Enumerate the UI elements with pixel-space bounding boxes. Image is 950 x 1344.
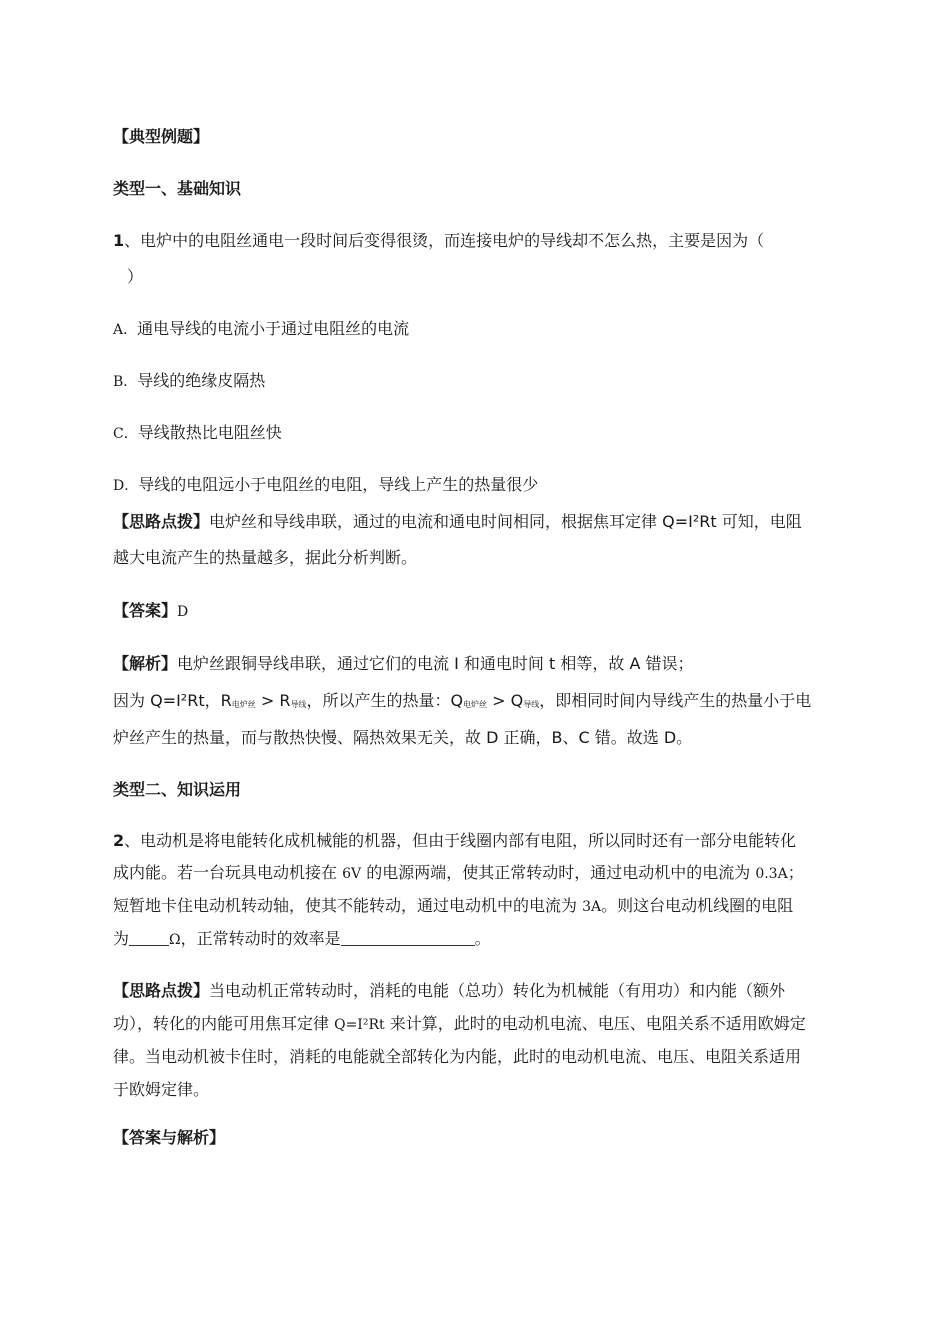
q2-hint-line-3: 律。当电动机被卡住时，消耗的电能就全部转化为内能，此时的电动机电流、电压、电阻关系适用 xyxy=(113,1047,802,1066)
analysis-text: 电炉丝跟铜导线串联，通过它们的电流 I 和通电时间 t 相等，故 A 错误； xyxy=(177,654,694,673)
q1-analysis-line-2 xyxy=(113,690,811,716)
q2-text: 短暂地卡住电动机转动轴，使其不能转动，通过电动机中的电流为 xyxy=(113,896,583,915)
q1-number: 1 xyxy=(113,231,125,250)
q2-text: 。 xyxy=(474,929,491,948)
subscript: 导线 xyxy=(290,700,307,709)
q2-hint-line-2 xyxy=(113,1013,806,1036)
option-letter: C． xyxy=(113,426,138,442)
hint-label: 【思路点拨】 xyxy=(113,512,210,531)
q1-hint-line-1 xyxy=(113,511,802,533)
subscript: 导线 xyxy=(523,700,540,709)
answer-value: D xyxy=(177,604,189,620)
q2-line-3 xyxy=(113,895,793,918)
option-letter: A． xyxy=(113,322,138,338)
analysis-text: 因为 Q=I²Rt，R xyxy=(113,691,232,710)
hint-text: 电炉丝和导线串联，通过的电流和通电时间相同，根据焦耳定律 Q=I²Rt 可知，电阻 xyxy=(209,512,802,531)
q1-stem-text: 、电炉中的电阻丝通电一段时间后变得很烫，而连接电炉的导线却不怎么热，主要是因为（ xyxy=(124,231,765,250)
ohm-unit: Ω xyxy=(169,932,181,948)
q2-number: 2 xyxy=(113,831,125,850)
subscript: 电炉丝 xyxy=(231,700,256,709)
q2-answer-analysis-label: 【答案与解析】 xyxy=(113,1128,226,1147)
q2-line-4 xyxy=(113,928,491,951)
heading-typical-examples: 【典型例题】 xyxy=(113,127,210,146)
q2-text: ； xyxy=(787,863,804,882)
q2-voltage: 6V xyxy=(342,866,362,882)
q2-hint-line-4: 于欧姆定律。 xyxy=(113,1080,210,1099)
q2-text: 。则这台电动机线圈的电阻 xyxy=(601,896,794,915)
q2-text: 、电动机是将电能转化成机械能的机器，但由于线圈内部有电阻，所以同时还有一部分电能转化 xyxy=(124,831,797,850)
q1-stem-close-paren: ） xyxy=(127,267,144,286)
analysis-text: > R xyxy=(255,691,291,710)
analysis-text: > Q xyxy=(487,691,524,710)
analysis-text: ，即相同时间内导线产生的热量小于电 xyxy=(539,691,812,710)
q2-hint-line-1 xyxy=(113,980,785,1002)
q2-line-2 xyxy=(113,862,804,885)
subscript: 电炉丝 xyxy=(463,700,488,709)
option-text: 导线散热比电阻丝快 xyxy=(137,423,282,442)
efficiency-answer-blank[interactable] xyxy=(341,929,475,946)
hint-text: 当电动机正常转动时，消耗的电能（总功）转化为机械能（有用功）和内能（额外 xyxy=(209,981,786,1000)
q2-current-stalled: 3A xyxy=(582,899,602,915)
q2-text: 的电源两端，使其正常转动时，通过电动机中的电流为 xyxy=(361,863,756,882)
q1-option-c xyxy=(113,422,282,445)
q1-hint-line-2: 越大电流产生的热量越多，据此分析判断。 xyxy=(113,548,418,567)
q1-option-b xyxy=(113,370,265,393)
option-text: 导线的绝缘皮隔热 xyxy=(137,371,266,390)
option-letter: D． xyxy=(113,478,139,494)
option-text: 通电导线的电流小于通过电阻丝的电流 xyxy=(137,319,410,338)
q1-analysis-line-3: 炉丝产生的热量，而与散热快慢、隔热效果无关，故 D 正确，B、C 错。故选 D。 xyxy=(113,728,693,747)
hint-label: 【思路点拨】 xyxy=(113,981,210,1000)
option-text: 导线的电阻远小于电阻丝的电阻，导线上产生的热量很少 xyxy=(138,475,539,494)
heading-type-two: 类型二、知识运用 xyxy=(113,780,242,799)
q2-text: ，正常转动时的效率是 xyxy=(180,929,341,948)
q1-option-d xyxy=(113,474,538,497)
hint-text: 来计算，此时的电动机电流、电压、电阻关系不适用欧姆定 xyxy=(384,1014,806,1033)
q1-option-a xyxy=(113,318,409,341)
q2-line-1 xyxy=(113,830,796,852)
joule-law-formula: Q=I²Rt xyxy=(334,1017,385,1033)
hint-text: 功），转化的内能可用焦耳定律 xyxy=(113,1014,335,1033)
q1-analysis-line-1 xyxy=(113,653,693,675)
q1-stem xyxy=(113,230,764,252)
analysis-text: ，所以产生的热量：Q xyxy=(306,691,464,710)
analysis-label: 【解析】 xyxy=(113,654,178,673)
resistance-answer-blank[interactable] xyxy=(129,929,169,946)
heading-type-one: 类型一、基础知识 xyxy=(113,179,242,198)
q2-text: 成内能。若一台玩具电动机接在 xyxy=(113,863,343,882)
answer-label: 【答案】 xyxy=(113,601,178,620)
q1-answer xyxy=(113,600,188,623)
q2-current-normal: 0.3A xyxy=(755,866,788,882)
option-letter: B． xyxy=(113,374,138,390)
q2-text: 为 xyxy=(113,929,130,948)
